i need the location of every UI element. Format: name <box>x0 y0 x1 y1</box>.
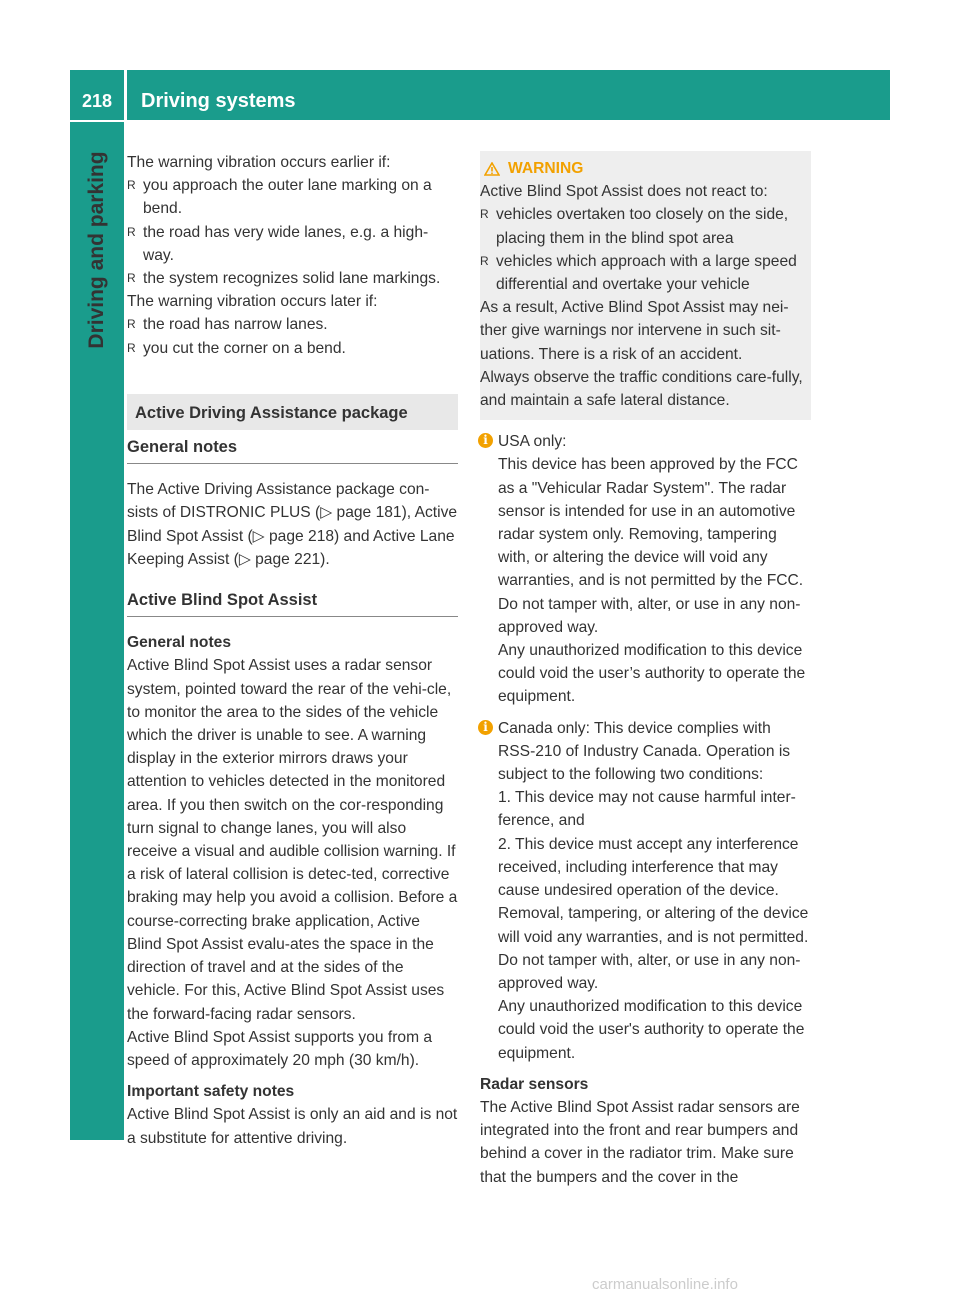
bullet-icon: R <box>480 207 489 222</box>
bullet-icon: R <box>127 340 136 355</box>
list-item: R the road has very wide lanes, e.g. a high-way. <box>127 221 458 267</box>
bullet-icon: R <box>127 224 136 239</box>
later-intro: The warning vibration occurs later if: <box>127 293 378 311</box>
warning-label: WARNING <box>508 160 584 177</box>
list-item: R you approach the outer lane marking on a bend. <box>127 174 458 220</box>
section-title: Active Driving Assistance package <box>135 403 408 422</box>
list-item: R vehicles which approach with a large speed differential and overtake your vehicle <box>480 250 811 296</box>
canada-condition-1: 1. This device may not cause harmful inter-ference, and <box>498 789 796 830</box>
general-notes-text: The Active Driving Assistance package con-sists of DISTRONIC PLUS (▷ page 181), Active Blind Spot Assist (▷ page 218) and Active Lane Keeping Assist (▷ page 221). <box>127 481 458 568</box>
section-heading-box <box>127 394 458 430</box>
warning-box <box>480 151 811 420</box>
info-icon: i <box>478 720 493 735</box>
abs-general-text: Active Blind Spot Assist uses a radar sensor system, pointed toward the rear of the vehi-cle, to monitor the area to the sides of the vehicle which the driver is unable to see. A warning display in the exterior mirrors draws your attention to vehicles detected in the monitored area. If you then switch on the cor-responding turn signal to change lanes, you will also receive a visual and audible collision warning. If a risk of lateral collision is detec-ted, corrective braking may help you avoid a collision. Before a course-correcting brake application, Active Blind Spot Assist evalu-ates the space in the direction of travel and at the sides of the vehicle. For this, Active Blind Spot Assist uses the forward-facing radar sensors. <box>127 657 458 1023</box>
warning-result: As a result, Active Blind Spot Assist may nei-ther give warnings nor intervene in such sit-uations. There is a risk of an accident. <box>480 299 789 363</box>
safety-heading: Important safety notes <box>127 1083 295 1101</box>
canada-intro: Canada only: This device complies with RSS-210 of Industry Canada. Operation is subject to the following two conditions: <box>498 719 791 784</box>
list-item: R the system recognizes solid lane markings. <box>127 267 458 290</box>
bullet-icon: R <box>480 253 489 268</box>
canada-text-1: Removal, tampering, or altering of the device will void any warranties, and is not permitted. Do not tamper with, alter, or use in any non-approved way. <box>498 905 809 992</box>
page-title: Driving systems <box>141 90 296 112</box>
safety-text: Active Blind Spot Assist is only an aid and is not a substitute for attentive driving. <box>127 1106 458 1147</box>
usa-text-2: Any unauthorized modification to this device could void the user’s authority to operate the equipment. <box>498 642 806 706</box>
abs-general-heading: General notes <box>127 634 231 652</box>
general-notes-heading: General notes <box>127 436 458 464</box>
usa-text-1: This device has been approved by the FCC as a "Vehicular Radar System". The radar sensor is intended for use in an automotive radar system only. Removing, tampering with, or altering the device will void any warranties, and is not permitted by the FCC. Do not tamper with, alter, or use in any non-approved way. <box>498 456 804 636</box>
list-item: R vehicles overtaken too closely on the side, placing them in the blind spot area <box>480 203 811 249</box>
list-item: R the road has narrow lanes. <box>127 313 458 336</box>
earlier-intro: The warning vibration occurs earlier if: <box>127 154 391 171</box>
left-column <box>127 151 458 1150</box>
list-item: R you cut the corner on a bend. <box>127 337 458 360</box>
bullet-icon: R <box>127 317 136 332</box>
usa-title: USA only: <box>498 433 567 451</box>
canada-info <box>480 717 811 1065</box>
header-divider <box>124 70 127 120</box>
right-column <box>480 151 811 1189</box>
watermark: carmanualsonline.info <box>592 1276 738 1293</box>
radar-heading: Radar sensors <box>480 1075 589 1093</box>
radar-text: The Active Blind Spot Assist radar sensors are integrated into the front and rear bumpers and behind a cover in the radiator trim. Make sure that the bumpers and the cover in the <box>480 1098 800 1186</box>
abs-heading: Active Blind Spot Assist <box>127 589 458 617</box>
page-number: 218 <box>81 91 113 111</box>
warning-header <box>480 157 811 180</box>
usa-info <box>480 430 811 708</box>
abs-speed-text: Active Blind Spot Assist supports you from a speed of approximately 20 mph (30 km/h). <box>127 1028 433 1069</box>
warning-triangle-icon <box>484 162 500 176</box>
side-tab-label: Driving and parking <box>85 151 108 349</box>
canada-condition-2: 2. This device must accept any interference received, including interference that may cause undesired operation of the device. <box>498 835 799 900</box>
bullet-icon: R <box>127 271 136 286</box>
bullet-icon: R <box>127 178 136 193</box>
canada-text-2: Any unauthorized modification to this device could void the user's authority to operate the equipment. <box>498 998 805 1062</box>
info-icon: i <box>478 433 493 448</box>
warning-intro: Active Blind Spot Assist does not react to: <box>480 183 768 201</box>
warning-observe: Always observe the traffic conditions care-fully, and maintain a safe lateral distance. <box>480 368 803 410</box>
